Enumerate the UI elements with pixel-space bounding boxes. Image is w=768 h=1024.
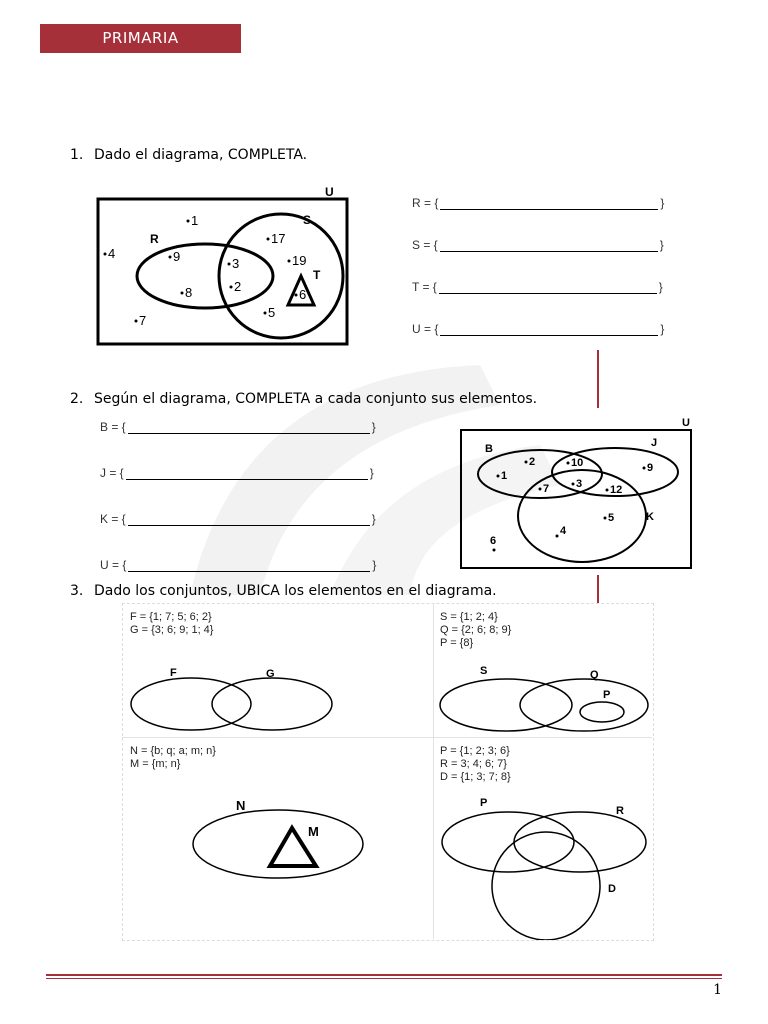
svg-text:4: 4: [560, 525, 567, 537]
svg-text:6: 6: [490, 535, 497, 547]
question-number: 3.: [70, 583, 84, 599]
svg-text:Q: Q: [590, 669, 599, 681]
fill-line-U: U = { }: [412, 322, 665, 336]
fill-line-R: R = { }: [412, 196, 665, 210]
q2-fill-lines: [100, 420, 376, 604]
label-J: J: [651, 437, 658, 449]
set-R: [137, 244, 273, 308]
question-number: 1.: [70, 147, 84, 163]
set-F: [131, 678, 251, 730]
svg-text:7: 7: [139, 313, 147, 328]
question-2: [70, 390, 537, 408]
fill-line-J: J = { }: [100, 466, 374, 480]
question-3: [70, 582, 497, 600]
label-K: K: [646, 511, 654, 523]
svg-text:6: 6: [299, 287, 307, 302]
svg-text:19: 19: [292, 253, 307, 268]
fill-line-K: K = { }: [100, 512, 376, 526]
svg-text:2: 2: [529, 456, 536, 468]
panel-3-venn: [190, 794, 380, 884]
svg-text:9: 9: [173, 249, 181, 264]
q3-grid-divider-v: [433, 603, 434, 939]
svg-text:G: G: [266, 668, 275, 680]
question-text: Según el diagrama, COMPLETA a cada conjunto sus elementos.: [94, 391, 538, 407]
svg-text:10: 10: [571, 457, 584, 469]
svg-text:7: 7: [543, 483, 550, 495]
footer-rule-bottom: [46, 978, 722, 979]
svg-text:N: N: [236, 798, 246, 813]
svg-text:1: 1: [191, 213, 199, 228]
set-P: [580, 702, 624, 722]
question-number: 2.: [70, 391, 84, 407]
fill-line-S: S = { }: [412, 238, 664, 252]
set-P: [442, 812, 574, 872]
fill-line-B: B = { }: [100, 420, 376, 434]
svg-text:3: 3: [576, 478, 583, 490]
label-U: U: [682, 417, 690, 429]
set-R: [514, 812, 646, 872]
svg-text:3: 3: [232, 256, 240, 271]
question-text: Dado los conjuntos, UBICA los elementos en el diagrama.: [94, 583, 497, 599]
panel-2-venn: [436, 660, 656, 736]
svg-text:M: M: [308, 824, 319, 839]
panel-1-definitions: F = {1; 7; 5; 6; 2} G = {3; 6; 9; 1; 4}: [130, 611, 214, 636]
label-R: R: [150, 232, 159, 246]
svg-text:P: P: [480, 797, 488, 809]
label-U: U: [325, 185, 334, 199]
panel-4-definitions: P = {1; 2; 3; 6} R = 3; 4; 6; 7} D = {1; 3; 7; 8}: [440, 745, 511, 783]
label-B: B: [485, 443, 493, 455]
footer-rule-top: [46, 974, 722, 976]
label-T: T: [313, 268, 321, 282]
set-S: [440, 679, 572, 731]
set-Q: [520, 679, 648, 731]
question-text: Dado el diagrama, COMPLETA.: [94, 147, 308, 163]
set-G: [212, 678, 332, 730]
svg-text:5: 5: [608, 512, 615, 524]
svg-text:P: P: [603, 689, 611, 701]
q1-venn-diagram: [95, 183, 355, 348]
page-number: 1: [713, 982, 722, 998]
set-D: [492, 832, 600, 940]
set-B: [478, 450, 602, 498]
q2-venn-diagram: [458, 414, 698, 572]
label-S: S: [303, 213, 312, 227]
panel-2-definitions: S = {1; 2; 4} Q = {2; 6; 8; 9} P = {8}: [440, 611, 512, 649]
svg-text:5: 5: [268, 305, 276, 320]
svg-text:17: 17: [271, 231, 286, 246]
panel-1-venn: [126, 664, 346, 736]
svg-text:9: 9: [647, 462, 654, 474]
question-1: [70, 146, 307, 164]
panel-3-definitions: N = {b; q; a; m; n} M = {m; n}: [130, 745, 216, 770]
svg-text:12: 12: [610, 484, 623, 496]
header-banner: PRIMARIA: [40, 24, 241, 53]
svg-text:S: S: [480, 665, 488, 677]
svg-text:F: F: [170, 667, 177, 679]
universe-rect: [461, 430, 691, 568]
svg-text:R: R: [616, 805, 624, 817]
svg-text:D: D: [608, 883, 616, 895]
svg-text:1: 1: [501, 470, 508, 482]
svg-text:4: 4: [108, 246, 116, 261]
q2-element-dots: [493, 461, 646, 552]
svg-text:2: 2: [234, 279, 242, 294]
panel-4-venn: [436, 794, 656, 940]
q3-grid-divider-h: [122, 737, 652, 738]
svg-text:8: 8: [185, 285, 193, 300]
q1-fill-lines: [412, 196, 664, 364]
fill-line-U: U = { }: [100, 558, 377, 572]
accent-rule-2: [597, 575, 599, 603]
fill-line-T: T = { }: [412, 280, 663, 294]
